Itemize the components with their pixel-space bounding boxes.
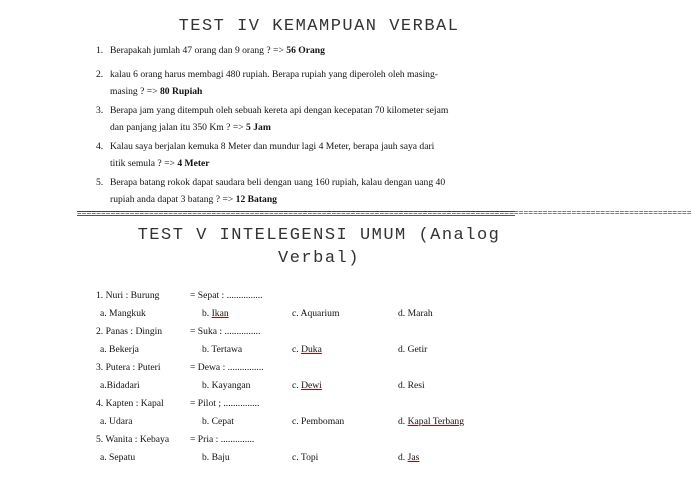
- analogy-pair: 2. Panas : Dingin: [96, 326, 163, 337]
- test-v-title-line2: Verbal): [278, 249, 360, 268]
- option-answer-underlined: Ikan: [211, 308, 229, 319]
- option: b. Cepat: [202, 416, 234, 427]
- question-text: rupiah anda dapat 3 batang ? =>: [110, 194, 236, 205]
- analogy-pair: 4. Kapten : Kapal: [96, 398, 164, 409]
- option: a.Bidadari: [100, 380, 140, 391]
- option-letter: b.: [202, 308, 212, 319]
- question-number: 1.: [96, 45, 104, 56]
- question-answer: 4 Meter: [177, 158, 210, 169]
- question-text: dan panjang jalan itu 350 Km ? =>: [110, 122, 247, 133]
- analogy-prompt: = Suka : ...............: [190, 326, 261, 337]
- analogy-prompt: = Pilot ; ...............: [190, 398, 260, 409]
- test-iv-question: [96, 177, 508, 206]
- correct-option: [398, 416, 464, 428]
- option: b. Kayangan: [202, 380, 251, 391]
- option: d. Marah: [398, 308, 433, 319]
- analogy-pair: 1. Nuri : Burung: [96, 290, 160, 301]
- option: a. Bekerja: [100, 344, 139, 355]
- question-number: 5.: [96, 177, 104, 188]
- question-text: Kalau saya berjalan kemuka 8 Meter dan mundur lagi 4 Meter, berapa jauh saya dari: [110, 141, 435, 152]
- option: b. Tertawa: [202, 344, 243, 355]
- question-number: 4.: [96, 141, 104, 152]
- analogy-prompt: = Sepat : ...............: [190, 290, 263, 301]
- option: a. Mangkuk: [100, 308, 146, 319]
- option-letter: c.: [292, 344, 302, 355]
- option: c. Aquarium: [292, 308, 340, 319]
- test-iv-question: [96, 141, 508, 170]
- test-iv-question: [96, 105, 508, 134]
- analogy-prompt: = Pria : ..............: [190, 434, 255, 445]
- option-letter: d.: [398, 416, 408, 427]
- question-answer: 56 Orang: [286, 45, 325, 56]
- question-number: 2.: [96, 69, 104, 80]
- correct-option: [202, 308, 229, 320]
- test-iv-question: [96, 69, 508, 98]
- question-text: masing ? =>: [110, 86, 160, 97]
- test-v-title-line1: TEST V INTELEGENSI UMUM (Analog: [137, 226, 501, 245]
- option: b. Baju: [202, 452, 230, 463]
- question-text: Berapa jam yang ditempuh oleh sebuah kereta api dengan kecepatan 70 kilometer sejam: [110, 105, 449, 116]
- question-answer: 80 Rupiah: [160, 86, 203, 97]
- option: d. Resi: [398, 380, 425, 391]
- question-answer: 5 Jam: [246, 122, 271, 133]
- test-v-title-line1-wrapper: [0, 215, 638, 247]
- option: c. Pemboman: [292, 416, 345, 427]
- option-answer-underlined: Dewi: [301, 380, 322, 391]
- analogy-prompt: = Dewa : ...............: [190, 362, 264, 373]
- option-answer-underlined: Kapal Terbang: [407, 416, 465, 427]
- correct-option: [398, 452, 419, 464]
- option: c. Topi: [292, 452, 319, 463]
- option-answer-underlined: Duka: [301, 344, 322, 355]
- correct-option: [292, 380, 322, 392]
- analogy-pair: 3. Putera : Puteri: [96, 362, 161, 373]
- question-text: Berapakah jumlah 47 orang dan 9 orang ? =>: [110, 45, 287, 56]
- option-letter: c.: [292, 380, 302, 391]
- question-text: titik semula ? =>: [110, 158, 178, 169]
- analogy-pair: 5. Wanita : Kebaya: [96, 434, 170, 445]
- option-answer-underlined: Jas: [407, 452, 420, 463]
- option: a. Udara: [100, 416, 133, 427]
- option: d. Getir: [398, 344, 428, 355]
- test-iv-question: [96, 45, 508, 57]
- section-divider: ================================================================================================================================: [77, 209, 692, 218]
- question-text: Berapa batang rokok dapat saudara beli dengan uang 160 rupiah, kalau dengan uang 40: [110, 177, 446, 188]
- option-letter: d.: [398, 452, 408, 463]
- question-answer: 12 Batang: [235, 194, 277, 205]
- test-iv-title: TEST IV KEMAMPUAN VERBAL: [178, 17, 460, 36]
- question-number: 3.: [96, 105, 104, 116]
- question-text: kalau 6 orang harus membagi 480 rupiah. Berapa rupiah yang diperoleh oleh masing-: [110, 69, 438, 80]
- correct-option: [292, 344, 322, 356]
- option: a. Sepatu: [100, 452, 136, 463]
